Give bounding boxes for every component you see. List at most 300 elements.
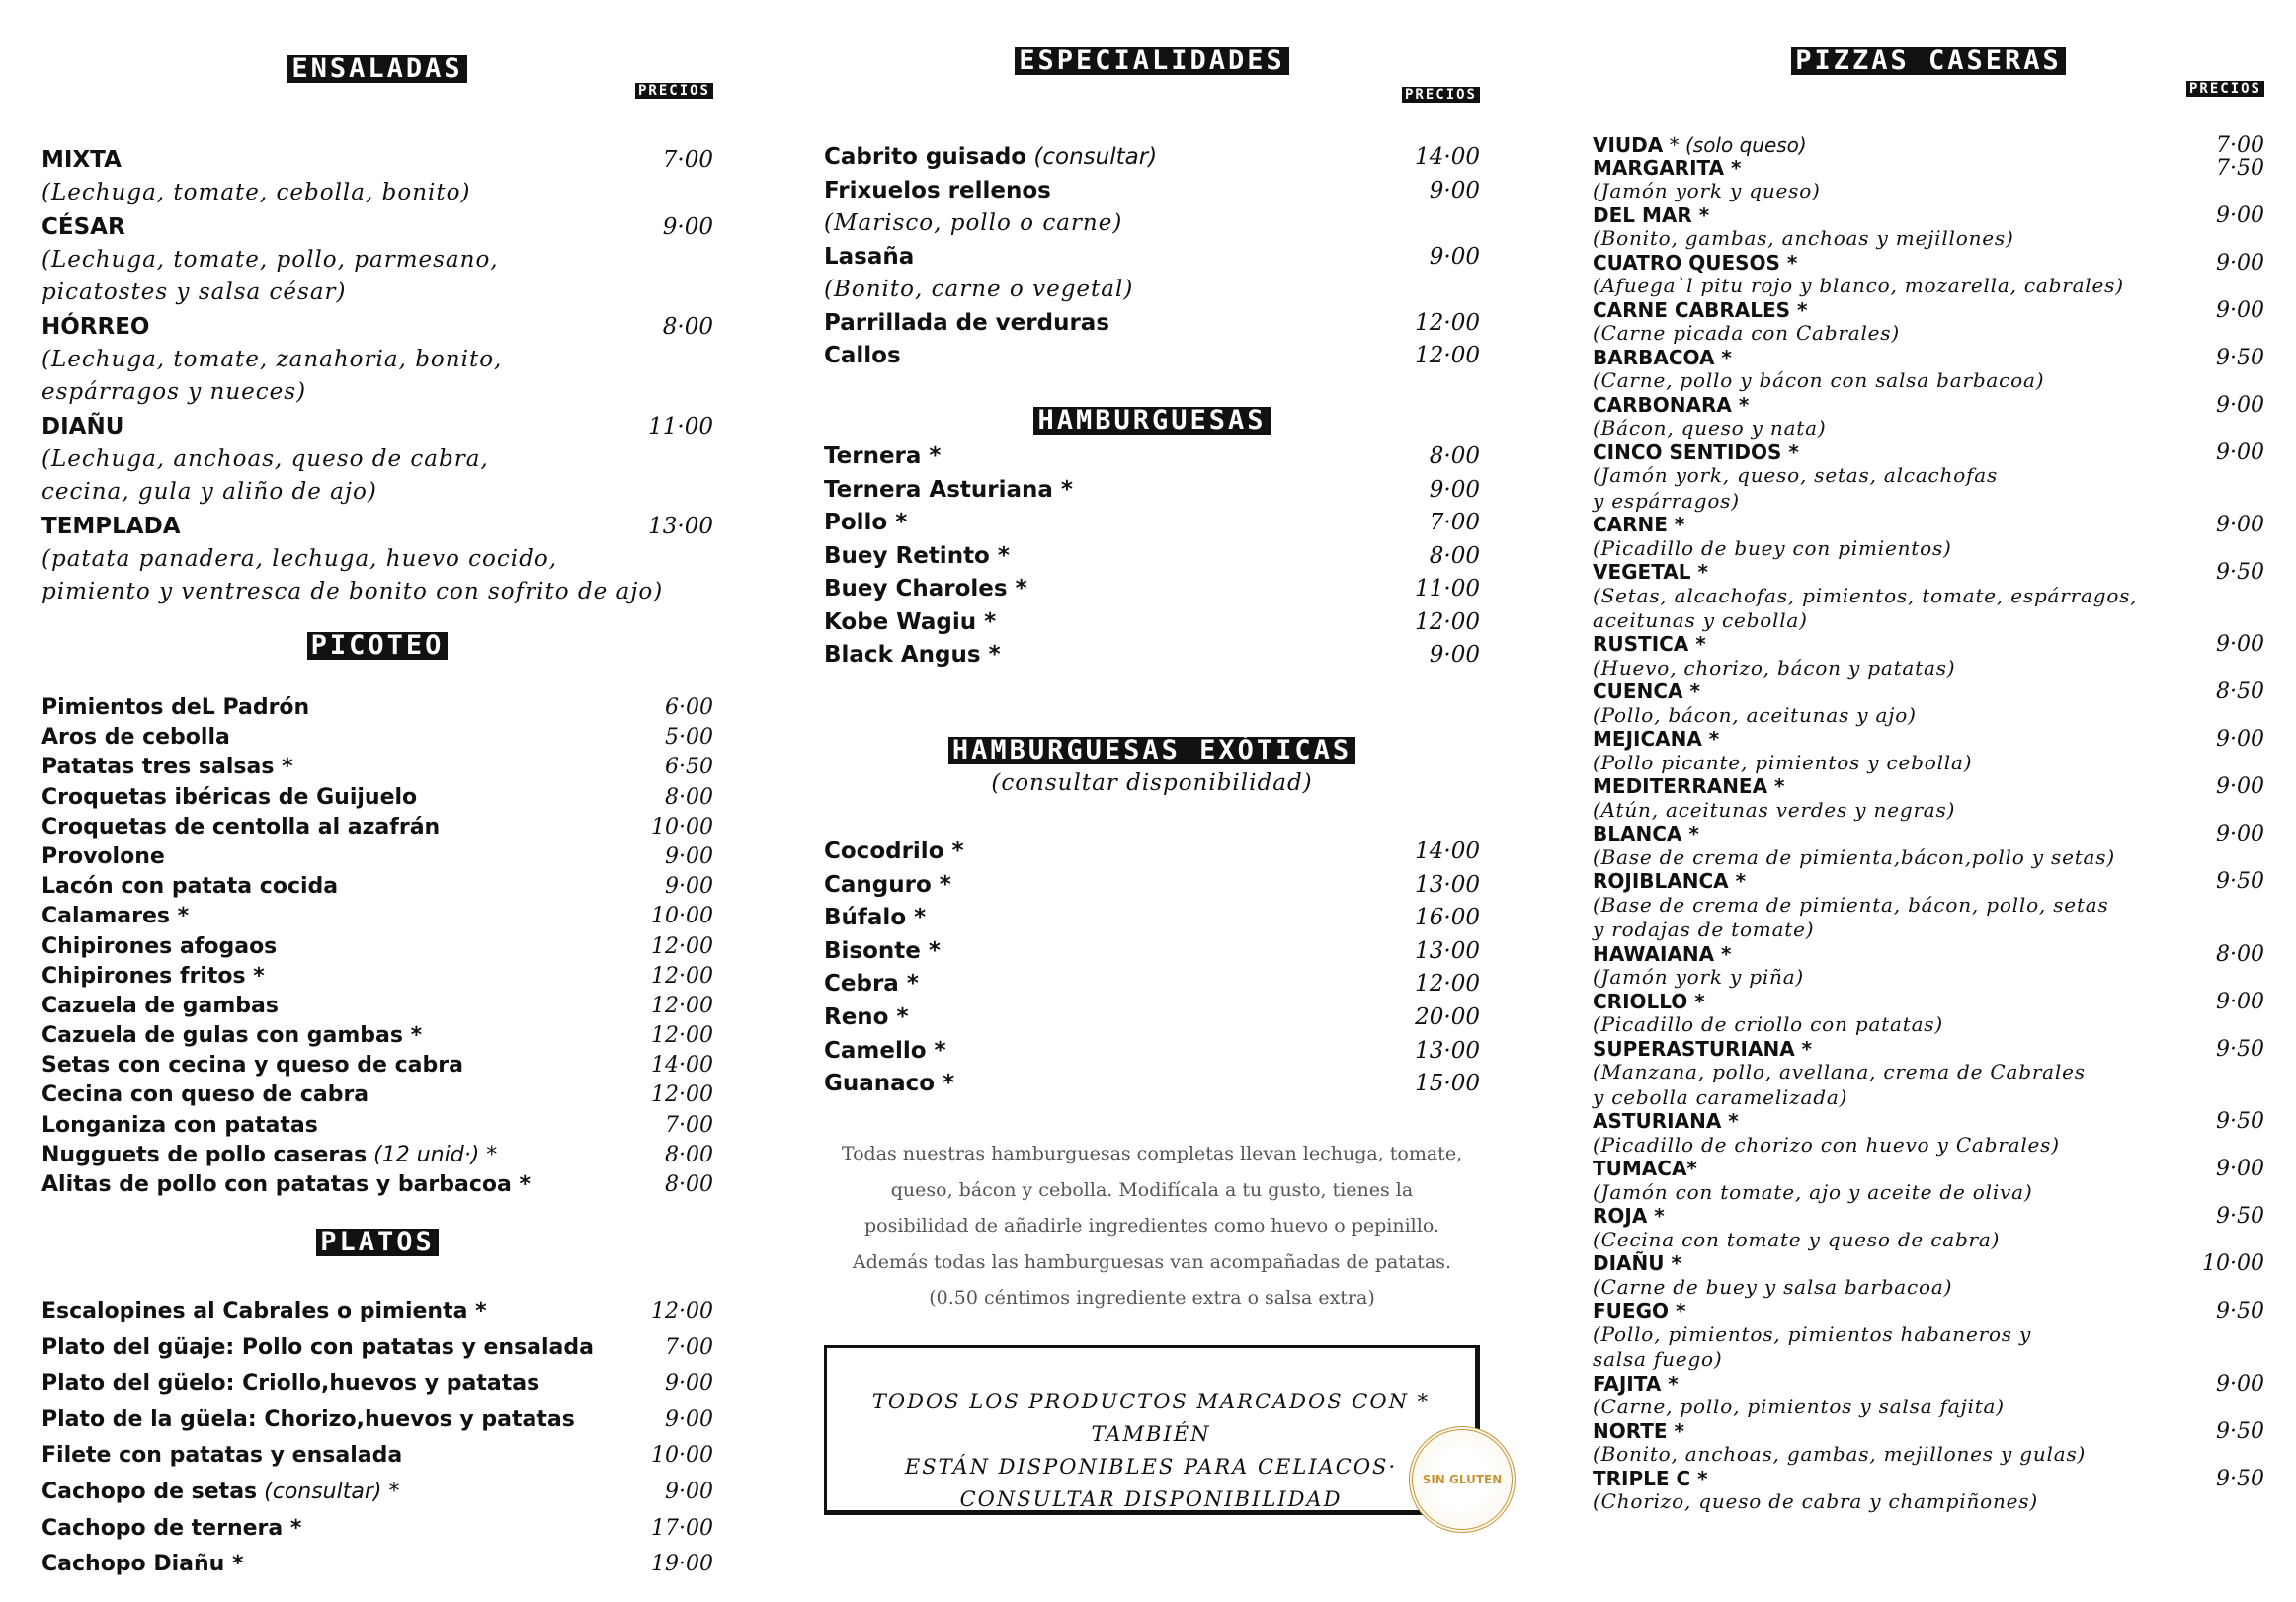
menu-item-name: Croquetas de centolla al azafrán — [41, 814, 441, 840]
menu-item — [1593, 870, 2264, 942]
menu-item-row — [1593, 1110, 2264, 1133]
menu-item-name: NORTE * — [1593, 1418, 1684, 1443]
menu-item-label — [824, 241, 914, 274]
menu-item — [41, 1366, 713, 1402]
menu-item-label — [1593, 1468, 1708, 1489]
menu-item-note: (12 unid·) * — [373, 1142, 498, 1167]
menu-item-label — [1593, 991, 1705, 1012]
menu-item-name: Provolone — [41, 843, 165, 869]
menu-item-price: 7·00 — [665, 1334, 713, 1360]
menu-item-price: 11·00 — [648, 413, 713, 440]
menu-item-name: Cachopo Diañu * — [41, 1552, 244, 1577]
menu-item-label — [824, 1035, 946, 1068]
menu-item — [824, 573, 1480, 606]
menu-item-price: 9·00 — [2216, 250, 2264, 276]
menu-item — [824, 836, 1480, 869]
menu-item — [824, 902, 1480, 935]
menu-item-price: 9·00 — [1429, 177, 1480, 203]
menu-item — [1593, 347, 2264, 394]
menu-item-name: Buey Charoles * — [824, 576, 1027, 601]
hamburguesas-header — [824, 407, 1480, 435]
menu-item-label — [1593, 870, 1746, 892]
menu-item — [41, 962, 713, 992]
menu-item-label — [824, 175, 1051, 207]
menu-item — [1593, 561, 2264, 633]
menu-item-description: (Setas, alcachofas, pimientos, tomate, espárragos, — [1593, 583, 2138, 607]
menu-item-price: 12·00 — [651, 963, 713, 989]
menu-item-price: 9·00 — [2216, 774, 2264, 800]
menu-item-name: Plato del güelo: Criollo,huevos y patatas — [41, 1371, 540, 1397]
menu-item-description: (Carne, pollo y bácon con salsa barbacoa) — [1593, 368, 2045, 393]
menu-item-name: HÓRREO — [41, 313, 150, 340]
menu-item-description: (Jamón york y piña) — [1593, 965, 1805, 990]
menu-item-name: Setas con cecina y queso de cabra — [41, 1053, 463, 1079]
menu-item-label — [41, 1438, 402, 1474]
menu-item — [824, 639, 1480, 673]
menu-item-price: 13·00 — [1415, 871, 1480, 898]
menu-item-name: TRIPLE C * — [1593, 1466, 1708, 1490]
menu-item-description: cecina, gula y aliño de ajo) — [41, 479, 377, 505]
menu-item-label — [41, 1081, 369, 1110]
menu-item — [41, 1511, 713, 1548]
menu-item-label — [1593, 204, 1709, 226]
menu-item-label — [824, 606, 996, 639]
menu-item-label — [824, 1001, 909, 1034]
menu-item-price: 8·00 — [1429, 542, 1480, 569]
menu-item-price: 9·00 — [1429, 243, 1480, 270]
platos-list — [41, 1294, 713, 1583]
menu-item — [41, 872, 713, 902]
menu-item-price: 9·00 — [665, 874, 713, 900]
menu-item-price: 7·00 — [665, 1112, 713, 1138]
exoticas-list — [824, 836, 1480, 1101]
menu-item-price: 10·00 — [651, 904, 713, 929]
menu-item-description: (Picadillo de chorizo con huevo y Cabrales) — [1593, 1132, 2060, 1157]
menu-item-description: (Bonito, carne o vegetal) — [824, 277, 1134, 302]
menu-item-name: Lasaña — [824, 243, 915, 270]
menu-item — [41, 1547, 713, 1583]
menu-item-label — [824, 968, 919, 1001]
menu-item — [1593, 1300, 2264, 1372]
menu-item-label — [1593, 1158, 1697, 1179]
menu-item-description: (Atún, aceitunas verdes y negras) — [1593, 798, 1956, 822]
menu-item-price: 9·00 — [2216, 392, 2264, 418]
menu-item-description: (Carne picada con Cabrales) — [1593, 321, 1900, 346]
menu-item-label — [824, 869, 951, 902]
menu-item-name: Filete con patatas y ensalada — [41, 1443, 403, 1469]
menu-item-row — [1593, 394, 2264, 417]
menu-item-label — [41, 1051, 463, 1081]
menu-item-price: 8·50 — [2216, 680, 2264, 705]
menu-item-name: CUATRO QUESOS * — [1593, 250, 1798, 275]
section-title-especialidades: ESPECIALIDADES — [1015, 47, 1289, 75]
menu-item-price: 9·50 — [2216, 1418, 2264, 1444]
menu-item-price: 8·00 — [665, 1172, 713, 1197]
menu-item-name: Kobe Wagiu * — [824, 608, 997, 635]
menu-item-name: MEJICANA * — [1593, 727, 1720, 752]
menu-item-row — [41, 1294, 713, 1330]
gluten-free-seal — [1409, 1426, 1516, 1533]
menu-item-name: ROJIBLANCA * — [1593, 869, 1747, 894]
menu-item-row — [824, 606, 1480, 640]
menu-item-description: (Chorizo, queso de cabra y champiñones) — [1593, 1489, 2038, 1514]
menu-item-price: 9·00 — [662, 213, 713, 240]
menu-item — [1593, 728, 2264, 775]
menu-item-name: Lacón con patata cocida — [41, 874, 339, 900]
pizzas-list — [1593, 134, 2264, 1515]
menu-item-label — [41, 723, 230, 753]
menu-item-price: 12·00 — [651, 933, 713, 959]
menu-item-label — [1593, 1300, 1685, 1322]
menu-item-price: 11·00 — [1415, 576, 1480, 601]
menu-item-description: (Jamón york, queso, setas, alcachofas — [1593, 463, 1999, 488]
menu-item-name: Cabrito guisado — [824, 144, 1027, 170]
menu-item-description: (Carne, pollo, pimientos y salsa fajita) — [1593, 1395, 2005, 1419]
ensaladas-header — [41, 55, 713, 83]
menu-item-label — [1593, 347, 1732, 368]
menu-item — [1593, 1110, 2264, 1158]
menu-item-price: 12·00 — [651, 1082, 713, 1108]
menu-item — [1593, 633, 2264, 681]
menu-item-description: (Base de crema de pimienta, bácon, pollo, setas — [1593, 893, 2109, 917]
menu-item-label — [1593, 1110, 1739, 1132]
menu-item-label — [1593, 299, 1807, 321]
menu-item-name: Cachopo de setas — [41, 1479, 258, 1504]
menu-item-label — [41, 902, 189, 931]
menu-item-name: ROJA * — [1593, 1204, 1665, 1229]
menu-item — [824, 869, 1480, 903]
menu-item-name: Búfalo * — [824, 905, 927, 931]
menu-item-name: Guanaco * — [824, 1071, 955, 1097]
menu-item-label — [41, 992, 279, 1021]
menu-item-name: Alitas de pollo con patatas y barbacoa * — [41, 1172, 532, 1197]
menu-item-price: 9·50 — [2216, 1036, 2264, 1062]
menu-item-name: MARGARITA * — [1593, 155, 1742, 180]
menu-item — [824, 141, 1480, 175]
menu-item-label — [41, 1547, 243, 1582]
menu-item-price: 12·00 — [651, 1299, 713, 1323]
menu-item — [41, 932, 713, 962]
menu-item-description: (Afuega`l pitu rojo y blanco, mozarella, cabrales) — [1593, 274, 2124, 298]
menu-item-row — [41, 410, 713, 443]
menu-item — [41, 1021, 713, 1051]
menu-item — [41, 510, 713, 609]
menu-item-name: Cebra * — [824, 971, 919, 998]
menu-item-name: CRIOLLO * — [1593, 989, 1705, 1013]
menu-item-price: 6·00 — [665, 695, 713, 720]
menu-item — [1593, 514, 2264, 561]
menu-item-price: 8·00 — [662, 313, 713, 340]
menu-item-price: 12·00 — [651, 1023, 713, 1049]
menu-item-price: 9·00 — [1429, 476, 1480, 503]
menu-item — [1593, 991, 2264, 1038]
menu-item-label — [1593, 134, 1807, 156]
menu-item — [824, 241, 1480, 307]
menu-item-row — [1593, 728, 2264, 751]
gluten-free-seal-text: SIN GLUTEN — [1422, 1473, 1503, 1486]
menu-item — [41, 1051, 713, 1081]
menu-item-name: CINCO SENTIDOS * — [1593, 440, 1799, 464]
menu-item — [41, 753, 713, 782]
menu-item-label — [41, 693, 309, 723]
menu-item-description: (Huevo, chorizo, bácon y patatas) — [1593, 656, 1956, 680]
menu-item-label — [1593, 728, 1719, 750]
menu-item-row — [41, 210, 713, 244]
menu-item-price: 9·00 — [2216, 440, 2264, 465]
menu-item — [1593, 134, 2264, 157]
menu-item-name: ASTURIANA * — [1593, 1109, 1739, 1134]
burger-note-line: posibilidad de añadirle ingredientes como huevo o pepinillo. — [864, 1215, 1439, 1237]
menu-item-row — [824, 241, 1480, 275]
burger-note-line: queso, bácon y cebolla. Modifícala a tu gusto, tienes la — [890, 1178, 1414, 1201]
menu-item — [41, 1111, 713, 1141]
section-title-exoticas: HAMBURGUESAS EXÓTICAS — [948, 737, 1355, 764]
menu-item-row — [1593, 1158, 2264, 1180]
menu-item-description: (Picadillo de buey con pimientos) — [1593, 535, 1952, 560]
menu-item-description: (Manzana, pollo, avellana, crema de Cabrales — [1593, 1060, 2086, 1084]
menu-item-row — [1593, 991, 2264, 1013]
menu-item-price: 12·00 — [1415, 971, 1480, 998]
menu-item-price: 9·50 — [2216, 1109, 2264, 1135]
menu-item-row — [1593, 1038, 2264, 1061]
menu-item-name: Callos — [824, 343, 901, 368]
menu-item-price: 9·50 — [2216, 560, 2264, 585]
menu-item-row — [824, 902, 1480, 935]
menu-item-row — [41, 310, 713, 344]
menu-item — [1593, 943, 2264, 991]
ensaladas-list — [41, 143, 713, 609]
menu-item-row — [824, 869, 1480, 903]
menu-item-label — [41, 932, 277, 962]
menu-item-row — [41, 143, 713, 177]
menu-item-row — [1593, 514, 2264, 536]
menu-item-description: (Lechuga, tomate, pollo, parmesano, — [41, 246, 499, 273]
menu-item-row — [41, 932, 713, 962]
menu-item-label — [1593, 441, 1799, 463]
burger-note-line: Todas nuestras hamburguesas completas llevan lechuga, tomate, — [841, 1143, 1463, 1164]
menu-item-row — [824, 307, 1480, 341]
menu-item-label — [41, 1402, 575, 1438]
menu-item — [824, 606, 1480, 640]
menu-item-row — [1593, 775, 2264, 798]
menu-item-description: aceitunas y cebolla) — [1593, 608, 1808, 632]
menu-item — [824, 175, 1480, 241]
menu-item — [41, 410, 713, 510]
menu-item-label — [824, 307, 1109, 340]
menu-item-label — [1593, 943, 1732, 965]
menu-item-price: 9·00 — [2216, 989, 2264, 1014]
menu-item — [1593, 299, 2264, 347]
menu-item-row — [1593, 299, 2264, 322]
menu-item-row — [824, 1035, 1480, 1069]
menu-item-row — [41, 1021, 713, 1051]
menu-item-name: CUENCA * — [1593, 680, 1700, 704]
menu-item-description: (Lechuga, tomate, zanahoria, bonito, — [41, 346, 503, 372]
menu-item-label — [824, 441, 941, 473]
menu-item-name: CARNE CABRALES * — [1593, 297, 1808, 322]
menu-item-name: Ternera * — [824, 443, 942, 469]
menu-item — [41, 902, 713, 931]
menu-item-name: Reno * — [824, 1003, 909, 1030]
menu-item-name: Chipirones afogaos — [41, 933, 278, 959]
menu-item-label — [41, 1021, 422, 1051]
menu-item — [824, 1001, 1480, 1035]
menu-item-label — [1593, 514, 1684, 535]
menu-item — [1593, 1468, 2264, 1515]
menu-item-name: Buey Retinto * — [824, 542, 1010, 569]
menu-item-label — [41, 783, 417, 813]
menu-item-name: DIAÑU * — [1593, 1251, 1681, 1276]
menu-item-price: 9·00 — [2216, 822, 2264, 847]
menu-item-description: (patata panadera, lechuga, huevo cocido, — [41, 545, 558, 572]
menu-item-price: 7·00 — [1429, 510, 1480, 535]
menu-item — [824, 507, 1480, 540]
menu-item-name: Nugguets de pollo caseras — [41, 1142, 368, 1167]
menu-item-price: 14·00 — [1415, 839, 1480, 864]
menu-item-description: (Carne de buey y salsa barbacoa) — [1593, 1274, 1953, 1299]
platos-header — [41, 1229, 713, 1256]
menu-item-row — [1593, 561, 2264, 584]
menu-item-row — [41, 962, 713, 992]
menu-item-price: 7·00 — [2216, 133, 2264, 158]
menu-item-description: y rodajas de tomate) — [1593, 918, 1815, 942]
menu-item-row — [41, 902, 713, 931]
menu-item-price: 9·00 — [1429, 642, 1480, 668]
section-title-picoteo: PICOTEO — [307, 632, 449, 660]
menu-item-row — [1593, 347, 2264, 369]
menu-item-row — [824, 1068, 1480, 1101]
menu-item-row — [1593, 633, 2264, 656]
menu-item-price: 14·00 — [1415, 144, 1480, 170]
menu-item-note: (consultar) * — [264, 1479, 400, 1504]
menu-item — [41, 693, 713, 723]
menu-item-name: Cocodrilo * — [824, 839, 964, 864]
menu-item-row — [1593, 823, 2264, 845]
menu-item-row — [41, 842, 713, 872]
menu-item-name: DIAÑU — [41, 413, 124, 440]
menu-item-label — [1593, 394, 1749, 416]
menu-item-row — [41, 1051, 713, 1081]
section-title-hamburguesas: HAMBURGUESAS — [1033, 407, 1270, 435]
menu-item-row — [824, 573, 1480, 606]
menu-item-description: picatostes y salsa césar) — [41, 280, 347, 305]
menu-item-description: pimiento y ventresca de bonito con sofrito de ajo) — [41, 579, 664, 604]
menu-item-label — [1593, 681, 1700, 702]
menu-item-price: 9·00 — [2216, 513, 2264, 537]
menu-item-price: 13·00 — [648, 513, 713, 539]
menu-item-name: Calamares * — [41, 904, 190, 929]
menu-item — [1593, 252, 2264, 299]
menu-item-description: y cebolla caramelizada) — [1593, 1084, 1848, 1109]
menu-item-price: 9·50 — [2216, 869, 2264, 895]
menu-item-name: Cecina con queso de cabra — [41, 1082, 369, 1108]
menu-item — [41, 210, 713, 310]
menu-item — [41, 1402, 713, 1439]
menu-item-label — [41, 410, 123, 443]
menu-item-row — [41, 1547, 713, 1583]
menu-item-name: Bisonte * — [824, 937, 941, 964]
menu-item-name: MEDITERRANEA * — [1593, 774, 1785, 799]
menu-item-name: CARNE * — [1593, 513, 1685, 536]
menu-item-row — [41, 1511, 713, 1548]
menu-item-name: Pimientos deL Padrón — [41, 695, 310, 720]
menu-item-price: 12·00 — [1415, 309, 1480, 336]
menu-item-name: Cazuela de gulas con gambas * — [41, 1023, 423, 1049]
menu-item-price: 5·00 — [665, 725, 713, 751]
menu-item-name: FAJITA * — [1593, 1371, 1679, 1396]
menu-item-row — [824, 935, 1480, 969]
menu-item-description: (Picadillo de criollo con patatas) — [1593, 1012, 1943, 1037]
menu-item-label — [41, 1330, 594, 1366]
menu-item-name: Black Angus * — [824, 642, 1001, 668]
menu-item — [1593, 1205, 2264, 1252]
menu-item-name: Canguro * — [824, 871, 951, 898]
section-title-pizzas: PIZZAS CASERAS — [1791, 47, 2066, 75]
menu-item-label — [824, 902, 926, 934]
especialidades-list — [824, 141, 1480, 373]
menu-item — [1593, 204, 2264, 252]
menu-item-row — [41, 1141, 713, 1170]
menu-item-row — [1593, 1300, 2264, 1322]
menu-item — [41, 143, 713, 210]
menu-item — [1593, 1373, 2264, 1420]
menu-item-row — [41, 872, 713, 902]
menu-item-name: Croquetas ibéricas de Guijuelo — [41, 784, 418, 810]
menu-item-name: MIXTA — [41, 147, 122, 173]
celiac-notice-line: CONSULTAR DISPONIBILIDAD — [959, 1487, 1343, 1511]
menu-item — [824, 935, 1480, 969]
menu-item-price: 8·00 — [665, 784, 713, 810]
menu-item-name: Frixuelos rellenos — [824, 177, 1051, 203]
menu-item-price: 9·00 — [2216, 727, 2264, 753]
menu-item-name: Longaniza con patatas — [41, 1112, 318, 1138]
menu-item-label — [1593, 1420, 1684, 1442]
menu-item — [824, 441, 1480, 474]
menu-item-label — [1593, 1373, 1679, 1395]
menu-item-description: espárragos y nueces) — [41, 379, 307, 405]
menu-item — [41, 1294, 713, 1330]
menu-item-label — [824, 340, 901, 372]
menu-item-label — [41, 842, 165, 872]
menu-item-description: (Marisco, pollo o carne) — [824, 210, 1123, 236]
menu-item — [41, 1081, 713, 1110]
precios-label: PRECIOS — [2186, 81, 2264, 97]
pizzas-header — [1593, 47, 2264, 75]
menu-item — [1593, 823, 2264, 870]
menu-item-price: 12·00 — [651, 993, 713, 1018]
menu-item — [1593, 1038, 2264, 1110]
especialidades-header — [824, 47, 1480, 75]
menu-item-label — [1593, 633, 1706, 655]
celiac-notice — [824, 1345, 1480, 1515]
menu-item-label — [41, 1366, 539, 1402]
menu-item-price: 8·00 — [1429, 443, 1480, 469]
menu-item-price: 9·00 — [665, 1406, 713, 1432]
menu-item — [824, 968, 1480, 1001]
menu-item-description: (Bonito, anchoas, gambas, mejillones y gulas) — [1593, 1442, 2087, 1467]
menu-item-row — [824, 639, 1480, 673]
menu-item-row — [41, 992, 713, 1021]
exoticas-subtitle: (consultar disponibilidad) — [991, 770, 1313, 796]
menu-item-price: 17·00 — [651, 1515, 713, 1541]
menu-item-label — [824, 836, 964, 868]
celiac-notice-line: ESTÁN DISPONIBLES PARA CELIACOS· — [904, 1455, 1398, 1479]
menu-item-price: 12·00 — [1415, 608, 1480, 635]
menu-item — [41, 1330, 713, 1367]
menu-item-name: CARBONARA * — [1593, 392, 1750, 417]
menu-item — [1593, 157, 2264, 204]
menu-item-label — [41, 510, 181, 543]
